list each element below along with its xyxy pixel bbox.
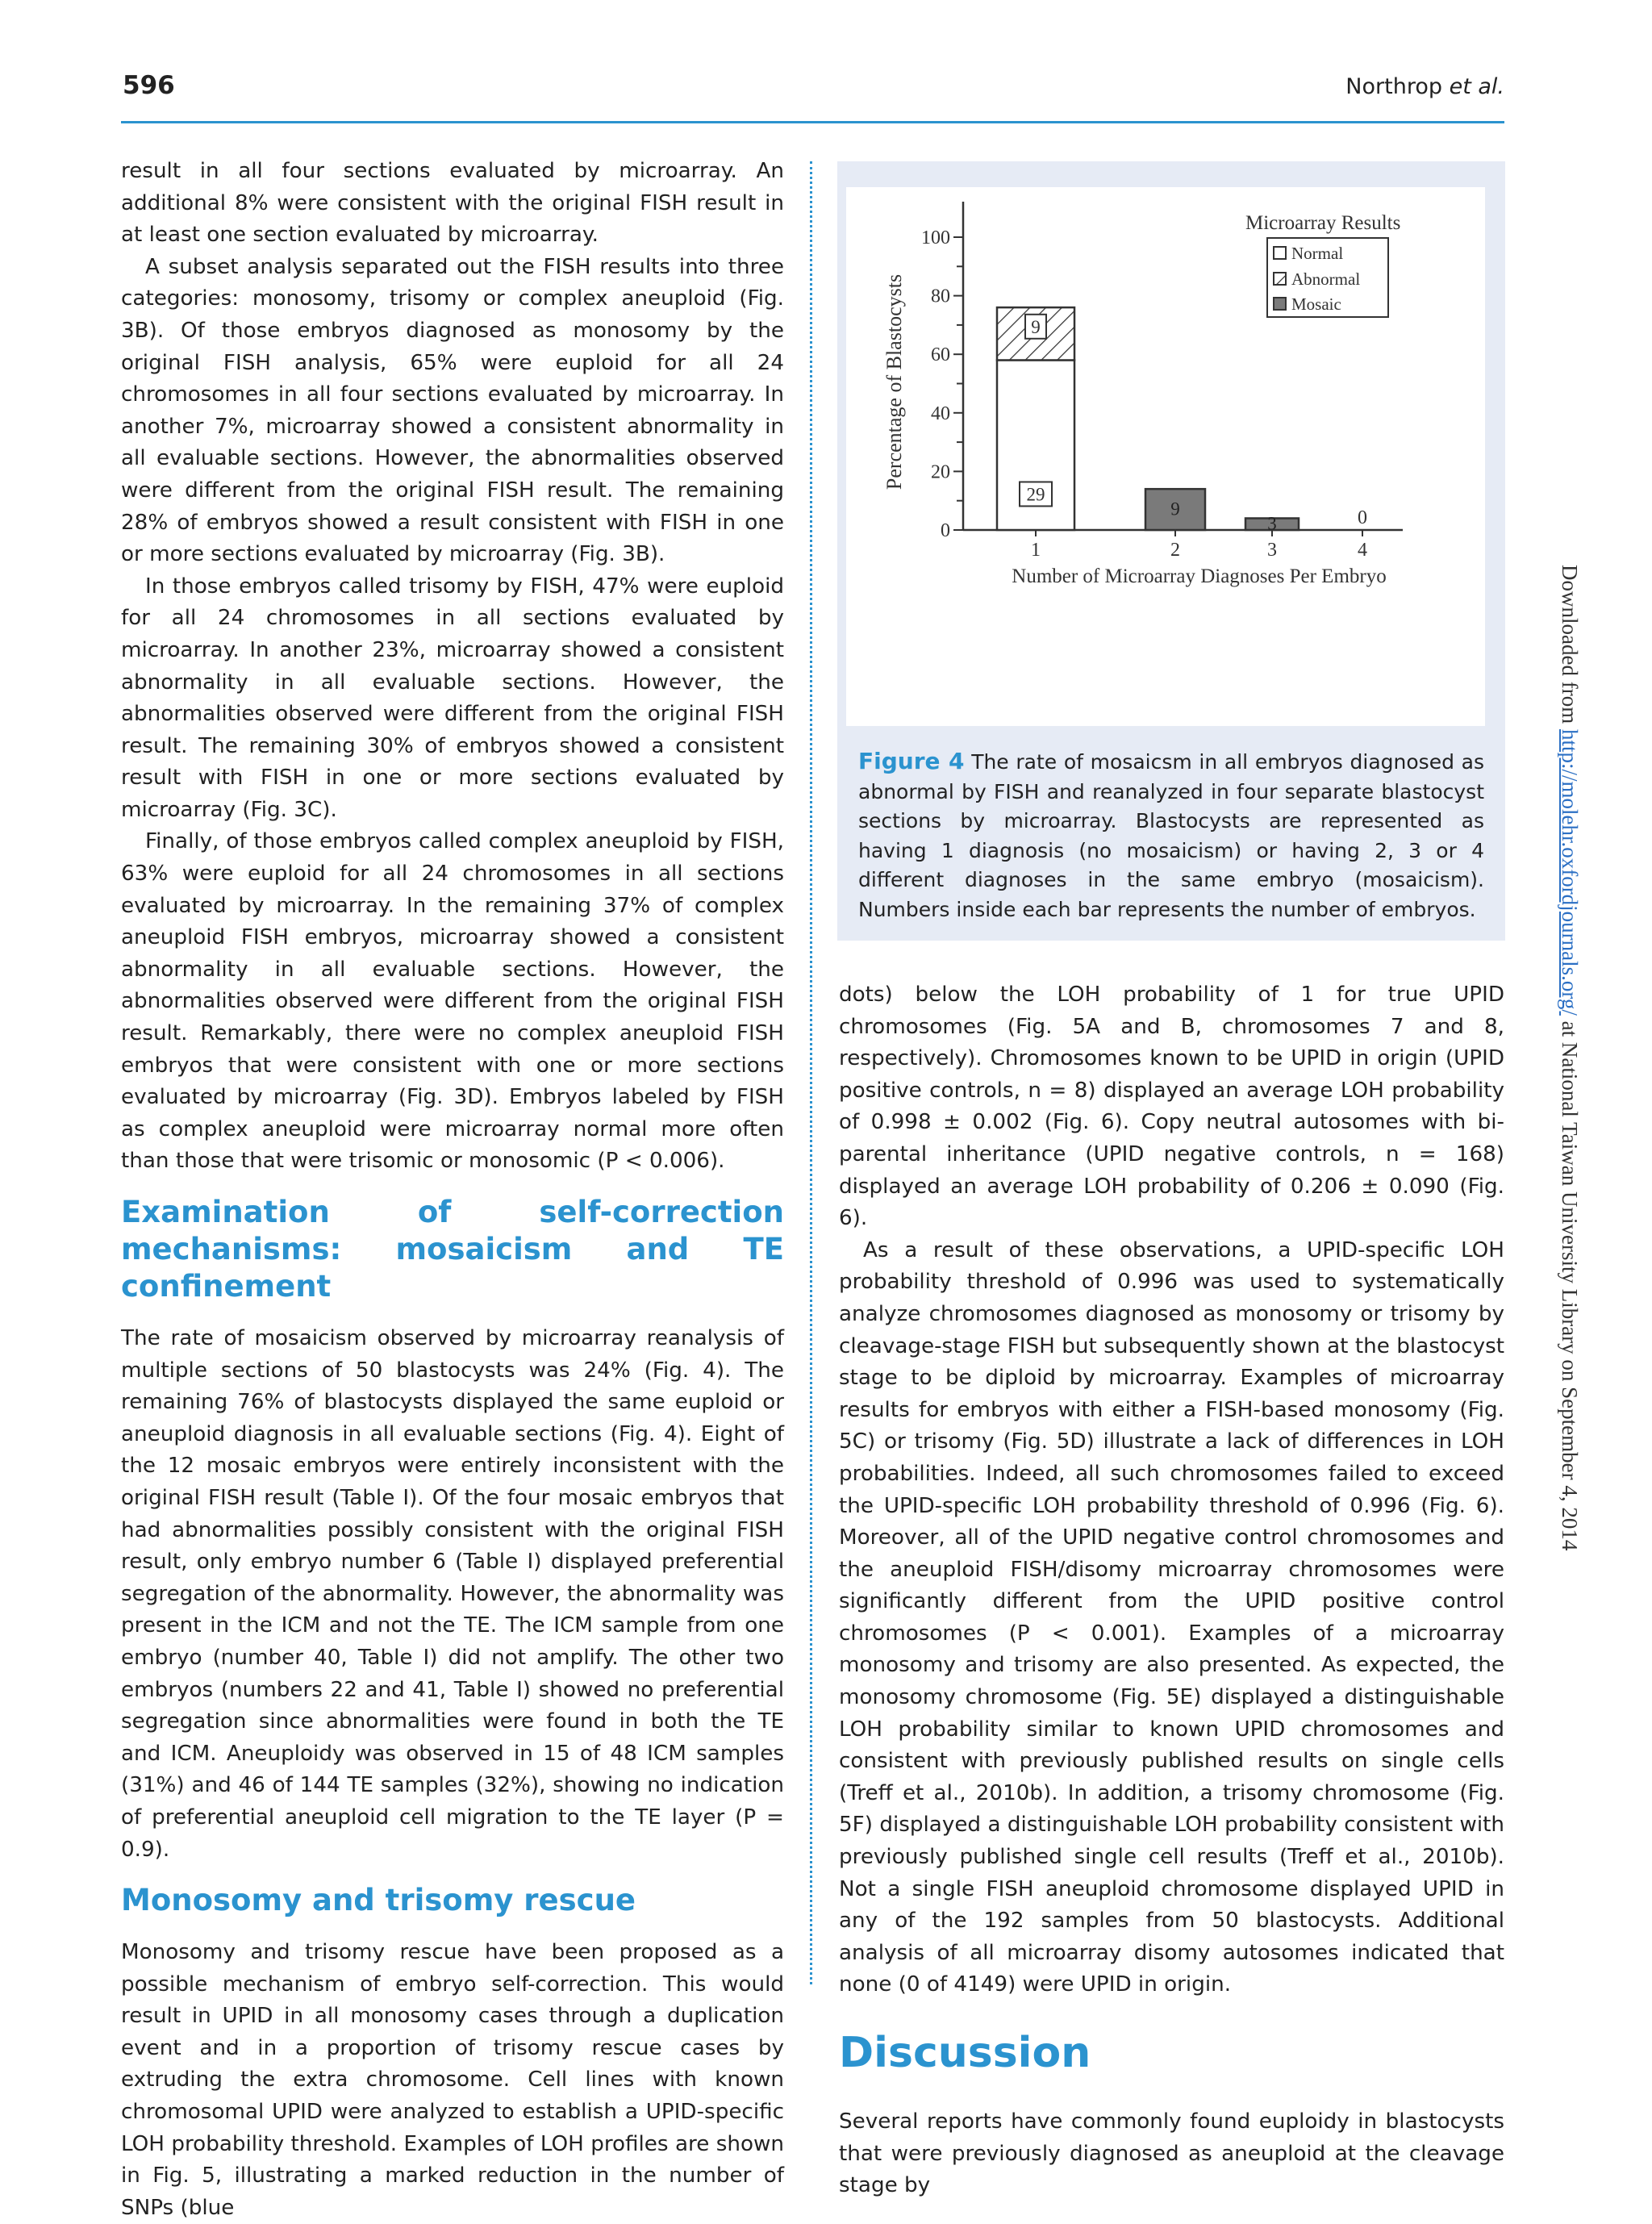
right-paragraph-2: As a result of these observations, a UPID-specific LOH probability threshold of 0.996 was used to systematically analyze chromosomes diagnosed as monosomy or trisomy by cleavage-stage FISH but subsequently shown at the blastocyst stage to be diploid by microarray. Examples of microarray results for embryos with either a FISH-based monosomy (Fig. 5C) or trisomy (Fig. 5D) illustrate a lack of differences in LOH probabilities. Indeed, all such chromosomes failed to exceed the UPID-specific LOH probability threshold of 0.996 (Fig. 6). Moreover, all of the UPID negative control chromosomes and the aneuploid FISH/disomy microarray chromosomes were significantly different from the UPID positive control chromosomes (P < 0.001). Examples of a microarray monosomy and trisomy are also presented. As expected, the monosomy chromosome (Fig. 5E) displayed a distinguishable LOH probability similar to known UPID chromosomes and consistent with previously published results on single cells (Treff et al., 2010b). In addition, a trisomy chromosome (Fig. 5F) displayed a distinguishable LOH probability consistent with previously published single cell results (Treff et al., 2010b). Not a single FISH aneuploid chromosome displayed UPID in any of the 192 samples from 50 blastocysts. Additional analysis of all microarray disomy autosomes indicated that none (0 of 4149) were UPID in origin.: [839, 1237, 1504, 1997]
x-tick-label: 1: [1031, 540, 1041, 561]
figure-label: Figure 4: [858, 748, 965, 774]
x-tick-label: 2: [1170, 540, 1180, 561]
x-tick-label: 3: [1267, 540, 1277, 561]
bar-value-label: 9: [1031, 316, 1041, 337]
left-paragraph-1: result in all four sections evaluated by microarray. An additional 8% were consistent with the original FISH result in at least one section evaluated by microarray.: [121, 159, 784, 248]
download-prefix: Downloaded from: [1558, 565, 1582, 729]
legend-swatch-mosaic: [1274, 298, 1286, 310]
left-paragraph-4: Finally, of those embryos called complex aneuploid by FISH, 63% were euploid for all 24 chromosomes in all sections evaluated by microarray. In the remaining 37% of complex aneuploid FISH embryos, microarray showed a consistent abnormality in all evaluable sections. However, the abnormalities observed were different from the original FISH result. Remarkably, there were no complex aneuploid FISH embryos that were consistent with one or more sections evaluated by microarray (Fig. 3D). Embryos labeled by FISH as complex aneuploid were microarray normal more often than those that were trisomic or monosomic (P < 0.006).: [121, 829, 784, 1174]
right-paragraph-1: dots) below the LOH probability of 1 for true UPID chromosomes (Fig. 5A and B, chromosomes 7 and 8, respectively). Chromosomes known to be UPID in origin (UPID positive controls, n = 8) displayed an average LOH probability of 0.998 ± 0.002 (Fig. 6). Copy neutral autosomes with bi-parental inheritance (UPID negative controls, n = 168) displayed an average LOH probability of 0.206 ± 0.090 (Fig. 6).: [839, 983, 1504, 1231]
bar-value-label: 0: [1358, 507, 1367, 528]
column-divider: [810, 161, 812, 1984]
heading-rescue: Monosomy and trisomy rescue: [121, 1883, 636, 1918]
figure-caption-text: The rate of mosaicsm in all embryos diagnosed as abnormal by FISH and reanalyzed in four separate blastocyst sections by microarray. Blastocysts are represented as having 1 diagnosis (no mosaicism) or having 2, 3 or 4 different diagnoses in the same embryo (mosaicism). Numbers inside each bar represents the number of embryos.: [858, 750, 1484, 921]
left-paragraph-2: A subset analysis separated out the FISH results into three categories: monosomy, trisomy or complex aneuploid (Fig. 3B). Of those embryos diagnosed as monosomy by the original FISH analysis, 65% were euploid for all 24 chromosomes in all four sections evaluated by microarray. In another 7%, microarray showed a consistent abnormality in all evaluable sections. However, the abnormalities observed were different from the original FISH result. The remaining 28% of embryos showed a result consistent with FISH in one or more sections evaluated by microarray (Fig. 3B).: [121, 254, 784, 567]
right-column: [839, 979, 1504, 2202]
legend-label-abnormal: Abnormal: [1291, 269, 1361, 289]
y-tick-label: 60: [931, 344, 950, 366]
left-column: [121, 156, 784, 2224]
journal-link[interactable]: http://molehr.oxfordjournals.org/: [1558, 728, 1582, 1016]
left-paragraph-3: In those embryos called trisomy by FISH, 47% were euploid for all 24 chromosomes in all sections evaluated by microarray. In another 23%, microarray showed a consistent abnormality in all evaluable sections. However, the abnormalities observed were different from the original FISH result. The remaining 30% of embryos showed a consistent result with FISH in one or more sections evaluated by microarray (Fig. 3C).: [121, 574, 784, 822]
left-paragraph-6: Monosomy and trisomy rescue have been proposed as a possible mechanism of embryo self-correction. This would result in UPID in all monosomy cases through a duplication event and in a proportion of trisomy rescue cases by extruding the extra chromosome. Cell lines with known chromosomal UPID were analyzed to establish a UPID-specific LOH probability threshold. Examples of LOH profiles are shown in Fig. 5, illustrating a marked reduction in the number of SNPs (blue: [121, 1940, 784, 2220]
y-tick-label: 20: [931, 461, 950, 483]
download-suffix: at National Taiwan University Library on September 4, 2014: [1558, 1015, 1582, 1551]
right-paragraph-3: Several reports have commonly found euploidy in blastocysts that were previously diagnosed as aneuploid at the cleavage stage by: [839, 2109, 1504, 2198]
legend-swatch-abnormal: [1274, 273, 1286, 285]
figure-4-caption: [858, 747, 1484, 924]
legend-title: Microarray Results: [1245, 212, 1401, 234]
running-author: [1345, 74, 1504, 99]
y-axis-label: Percentage of Blastocysts: [882, 273, 906, 490]
y-tick-label: 80: [931, 286, 950, 307]
page-number: 596: [123, 71, 175, 100]
legend-label-mosaic: Mosaic: [1291, 294, 1341, 314]
figure-4-chart: [846, 187, 1485, 726]
header-rule: [121, 121, 1504, 123]
y-tick-label: 100: [921, 227, 950, 248]
heading-discussion: Discussion: [839, 2029, 1091, 2077]
chart-legend: [1245, 212, 1400, 317]
legend-label-normal: Normal: [1291, 244, 1344, 263]
author-etal: et al.: [1449, 74, 1504, 99]
left-paragraph-5: The rate of mosaicism observed by microarray reanalysis of multiple sections of 50 blastocysts was 24% (Fig. 4). The remaining 76% of blastocysts displayed the same euploid or aneuploid diagnosis in all evaluable sections (Fig. 4). Eight of the 12 mosaic embryos were entirely inconsistent with the original FISH result (Table I). Of the four mosaic embryos that had abnormalities possibly consistent with the original FISH result, only embryo number 6 (Table I) displayed preferential segregation of the abnormality. However, the abnormality was present in the ICM and not the TE. The ICM sample from one embryo (number 40, Table I) did not amplify. The other two embryos (numbers 22 and 41, Table I) showed no preferential segregation since abnormalities were found in both the TE and ICM. Aneuploidy was observed in 15 of 48 ICM samples (31%) and 46 of 144 TE samples (32%), showing no indication of preferential aneuploid cell migration to the TE layer (P = 0.9).: [121, 1326, 784, 1862]
bar-value-label: 3: [1267, 513, 1277, 534]
x-tick-label: 4: [1358, 540, 1367, 561]
heading-self-correction: Examination of self-correction mechanisms: mosaicism and TE confinement: [121, 1195, 784, 1304]
bar-value-label: 29: [1026, 484, 1045, 505]
y-tick-label: 0: [941, 520, 950, 541]
legend-swatch-normal: [1274, 247, 1286, 259]
bar-value-label: 9: [1170, 499, 1180, 519]
x-axis-label: Number of Microarray Diagnoses Per Embryo: [1012, 565, 1387, 587]
figure-4-chart-card: [846, 187, 1485, 726]
author-name: Northrop: [1345, 74, 1442, 99]
download-sidebar: [1550, 565, 1582, 1551]
y-tick-label: 40: [931, 403, 950, 424]
